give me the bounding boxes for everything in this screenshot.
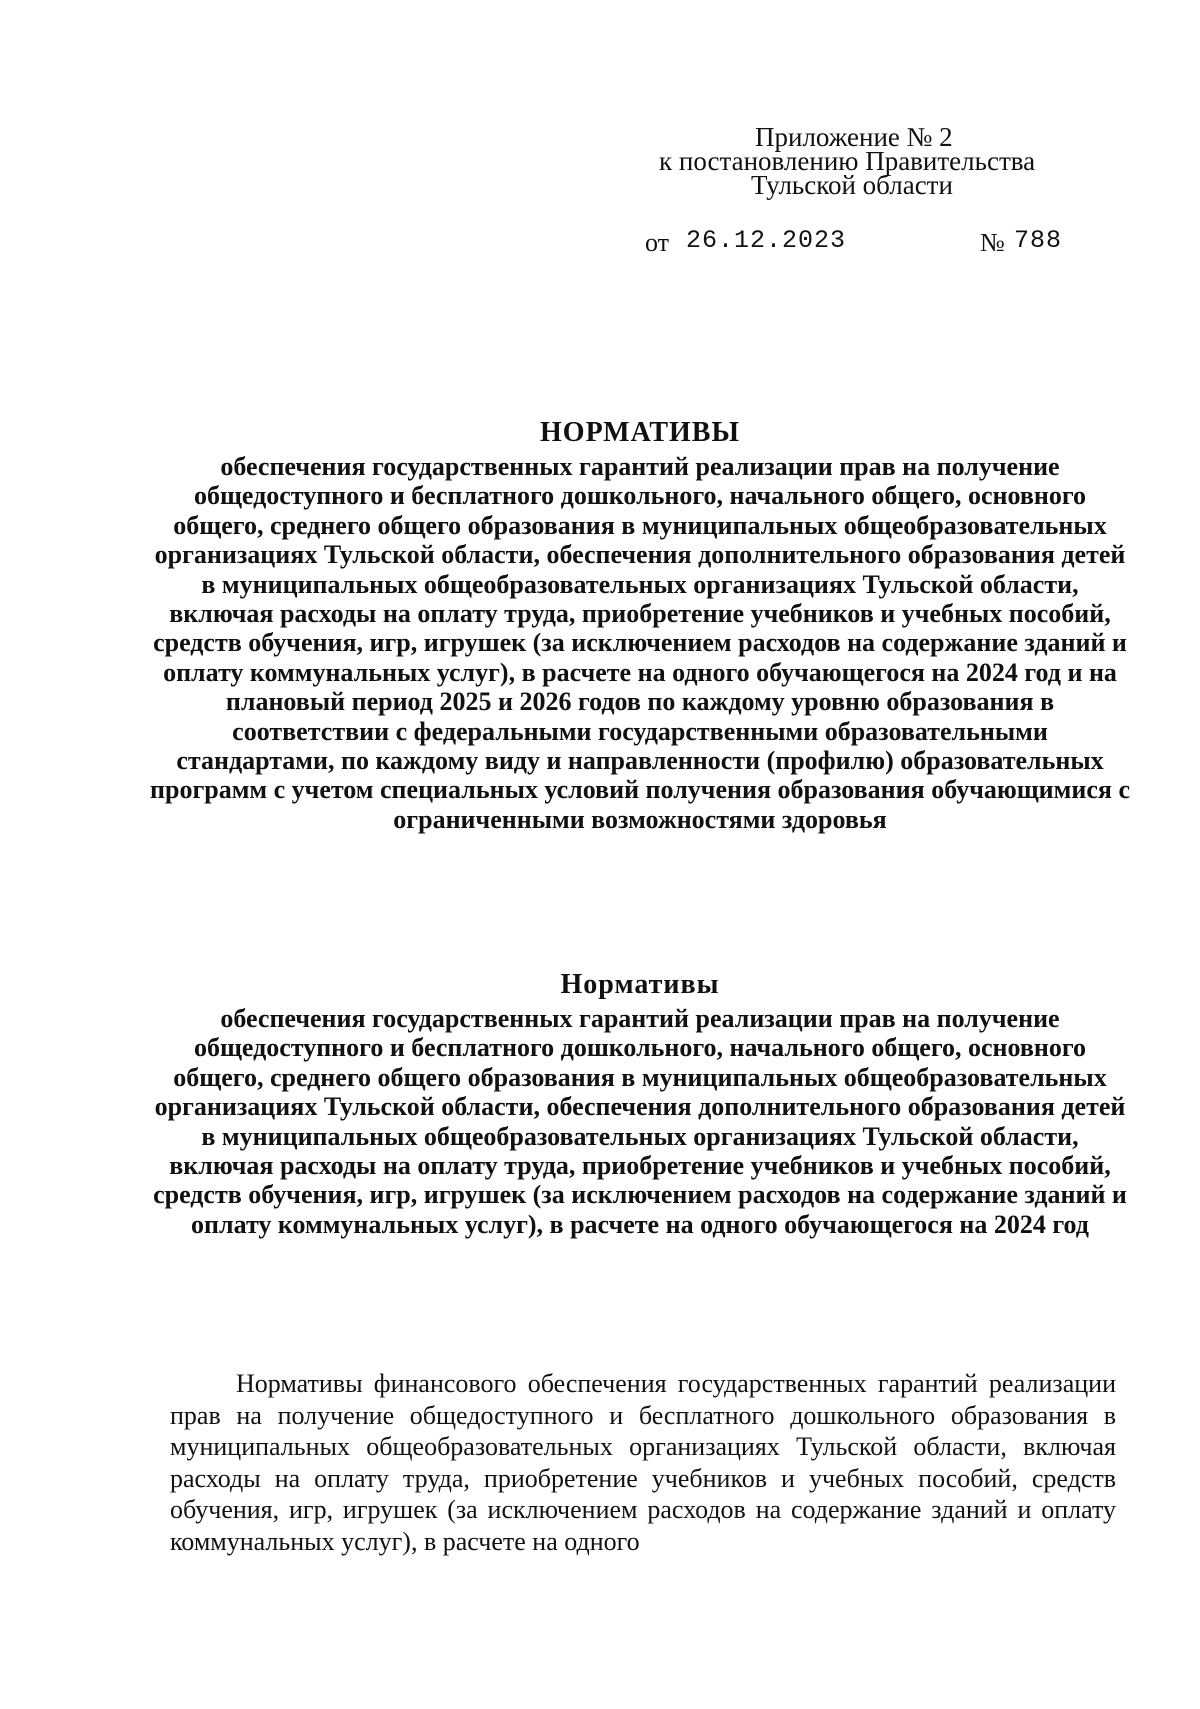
- date-label: от: [645, 228, 670, 257]
- section-title-text: обеспечения государственных гарантий реализации прав на получение общедоступного и бесплатного дошкольного, начального общего, основного общего, среднего общего образования в муниципальных общеобразовательных организациях Тульской области, обеспечения дополнительного образования детей в муниципальных общеобразовательных организациях Тульской области, включая расходы на оплату труда, приобретение учебников и учебных пособий, средств обучения, игр, игрушек (за исключением расходов на содержание зданий и оплату коммунальных услуг), в расчете на одного обучающегося на 2024 год: [153, 1004, 1127, 1239]
- appendix-number: Приложение № 2: [755, 122, 953, 152]
- decree-date-number: [0, 224, 1200, 257]
- main-title-heading: НОРМАТИВЫ: [540, 417, 740, 448]
- section-title-block: [150, 968, 1130, 1239]
- main-title-text: обеспечения государственных гарантий реализации прав на получение общедоступного и бесплатного дошкольного, начального общего, основного общего, среднего общего образования в муниципальных общеобразовательных организациях Тульской области, обеспечения дополнительного образования детей в муниципальных общеобразовательных организациях Тульской области, включая расходы на оплату труда, приобретение учебников и учебных пособий, средств обучения, игр, игрушек (за исключением расходов на содержание зданий и оплату коммунальных услуг), в расчете на одного обучающегося на 2024 год и на плановый период 2025 и 2026 годов по каждому уровню образования в соответствии с федеральными государственными образовательными стандартами, по каждому виду и направленности (профилю) образовательных программ с учетом специальных условий получения образования обучающимися с ограниченными возможностями здоровья: [150, 452, 1131, 834]
- number-label: №: [980, 228, 1005, 257]
- body-paragraph: Нормативы финансового обеспечения государственных гарантий реализации прав на получение общедоступного и бесплатного дошкольного образования в муниципальных общеобразовательных организациях Тульской области, включая расходы на оплату труда, приобретение учебников и учебных пособий, средств обучения, игр, игрушек (за исключением расходов на содержание зданий и оплату коммунальных услуг), в расчете на одного: [170, 1369, 1116, 1556]
- appendix-reference: к постановлению Правительства: [659, 146, 1036, 176]
- appendix-region: Тульской области: [751, 170, 953, 200]
- section-title-heading: Нормативы: [560, 969, 720, 1000]
- decree-date: 26.12.2023: [686, 226, 847, 255]
- main-title-block: [150, 416, 1130, 834]
- decree-number: 788: [1014, 226, 1063, 255]
